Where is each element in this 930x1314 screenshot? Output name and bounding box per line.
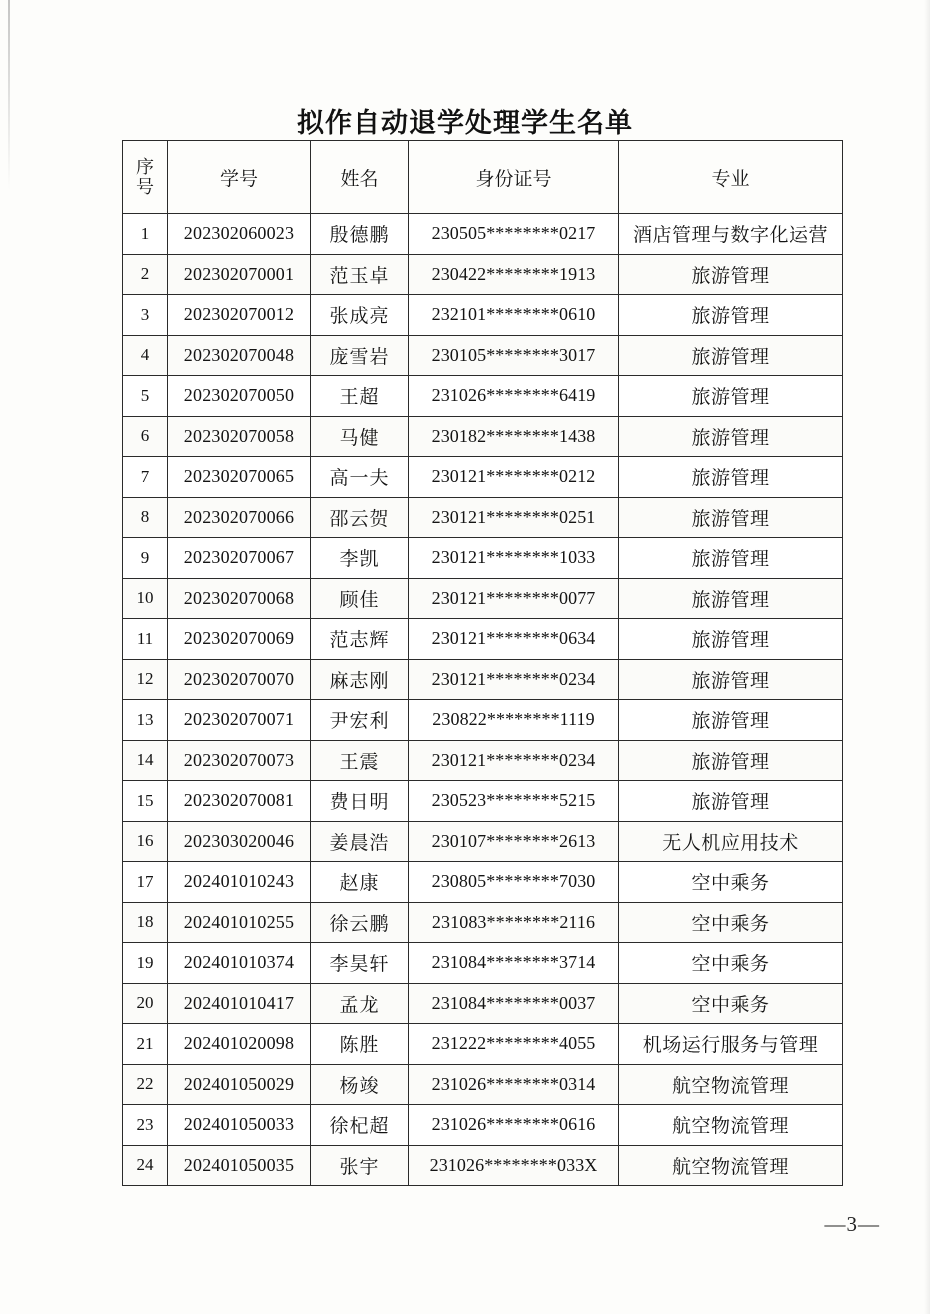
cell-seq: 14 bbox=[123, 740, 168, 781]
cell-seq: 5 bbox=[123, 376, 168, 417]
cell-name: 李昊轩 bbox=[311, 943, 409, 984]
cell-id-number: 231026********033X bbox=[409, 1145, 619, 1186]
table-row bbox=[123, 335, 843, 376]
cell-name: 马健 bbox=[311, 416, 409, 457]
cell-id-number: 231083********2116 bbox=[409, 902, 619, 943]
column-header-seq-line1: 序 bbox=[136, 156, 154, 177]
cell-seq: 16 bbox=[123, 821, 168, 862]
cell-student-id: 202302070050 bbox=[168, 376, 311, 417]
cell-id-number: 230422********1913 bbox=[409, 254, 619, 295]
table-row bbox=[123, 983, 843, 1024]
cell-id-number: 230107********2613 bbox=[409, 821, 619, 862]
cell-id-number: 230505********0217 bbox=[409, 214, 619, 255]
cell-student-id: 202302070067 bbox=[168, 538, 311, 579]
cell-id-number: 231026********0314 bbox=[409, 1064, 619, 1105]
cell-seq: 18 bbox=[123, 902, 168, 943]
cell-major: 旅游管理 bbox=[619, 457, 843, 498]
cell-seq: 23 bbox=[123, 1105, 168, 1146]
cell-student-id: 202302070068 bbox=[168, 578, 311, 619]
cell-student-id: 202302070058 bbox=[168, 416, 311, 457]
table-row bbox=[123, 254, 843, 295]
table-row bbox=[123, 619, 843, 660]
cell-student-id: 202302070081 bbox=[168, 781, 311, 822]
cell-name: 费日明 bbox=[311, 781, 409, 822]
cell-name: 顾佳 bbox=[311, 578, 409, 619]
table-row bbox=[123, 214, 843, 255]
cell-student-id: 202302070071 bbox=[168, 700, 311, 741]
cell-student-id: 202302070048 bbox=[168, 335, 311, 376]
table-row bbox=[123, 902, 843, 943]
cell-student-id: 202401010243 bbox=[168, 862, 311, 903]
cell-major: 旅游管理 bbox=[619, 659, 843, 700]
cell-major: 航空物流管理 bbox=[619, 1105, 843, 1146]
cell-major: 空中乘务 bbox=[619, 862, 843, 903]
cell-name: 麻志刚 bbox=[311, 659, 409, 700]
cell-name: 庞雪岩 bbox=[311, 335, 409, 376]
cell-id-number: 230121********0634 bbox=[409, 619, 619, 660]
table-row bbox=[123, 457, 843, 498]
cell-student-id: 202302070069 bbox=[168, 619, 311, 660]
cell-major: 旅游管理 bbox=[619, 578, 843, 619]
table-row bbox=[123, 1064, 843, 1105]
cell-student-id: 202302070012 bbox=[168, 295, 311, 336]
cell-id-number: 230182********1438 bbox=[409, 416, 619, 457]
cell-seq: 21 bbox=[123, 1024, 168, 1065]
cell-name: 赵康 bbox=[311, 862, 409, 903]
cell-student-id: 202401010374 bbox=[168, 943, 311, 984]
cell-major: 旅游管理 bbox=[619, 781, 843, 822]
cell-name: 徐云鹏 bbox=[311, 902, 409, 943]
table-row bbox=[123, 1145, 843, 1186]
cell-student-id: 202303020046 bbox=[168, 821, 311, 862]
cell-seq: 6 bbox=[123, 416, 168, 457]
cell-major: 无人机应用技术 bbox=[619, 821, 843, 862]
cell-name: 陈胜 bbox=[311, 1024, 409, 1065]
cell-major: 机场运行服务与管理 bbox=[619, 1024, 843, 1065]
table-row bbox=[123, 538, 843, 579]
column-header-student-id: 学号 bbox=[168, 141, 311, 214]
cell-name: 张成亮 bbox=[311, 295, 409, 336]
cell-major: 旅游管理 bbox=[619, 538, 843, 579]
cell-id-number: 230105********3017 bbox=[409, 335, 619, 376]
table-row bbox=[123, 1105, 843, 1146]
column-header-name: 姓名 bbox=[311, 141, 409, 214]
cell-seq: 9 bbox=[123, 538, 168, 579]
cell-name: 范志辉 bbox=[311, 619, 409, 660]
cell-name: 王震 bbox=[311, 740, 409, 781]
cell-student-id: 202302070066 bbox=[168, 497, 311, 538]
cell-seq: 3 bbox=[123, 295, 168, 336]
cell-id-number: 230523********5215 bbox=[409, 781, 619, 822]
cell-major: 空中乘务 bbox=[619, 902, 843, 943]
cell-id-number: 230121********0251 bbox=[409, 497, 619, 538]
cell-seq: 17 bbox=[123, 862, 168, 903]
cell-id-number: 231026********0616 bbox=[409, 1105, 619, 1146]
page-title: 拟作自动退学处理学生名单 bbox=[297, 108, 633, 138]
table-header bbox=[123, 141, 843, 214]
cell-seq: 15 bbox=[123, 781, 168, 822]
cell-id-number: 231026********6419 bbox=[409, 376, 619, 417]
cell-major: 旅游管理 bbox=[619, 254, 843, 295]
cell-seq: 12 bbox=[123, 659, 168, 700]
cell-major: 旅游管理 bbox=[619, 416, 843, 457]
cell-name: 李凯 bbox=[311, 538, 409, 579]
scan-edge-left bbox=[8, 0, 10, 190]
cell-student-id: 202401050029 bbox=[168, 1064, 311, 1105]
cell-name: 尹宏利 bbox=[311, 700, 409, 741]
cell-seq: 11 bbox=[123, 619, 168, 660]
cell-student-id: 202302070001 bbox=[168, 254, 311, 295]
cell-major: 旅游管理 bbox=[619, 700, 843, 741]
cell-name: 孟龙 bbox=[311, 983, 409, 1024]
cell-seq: 2 bbox=[123, 254, 168, 295]
cell-major: 旅游管理 bbox=[619, 497, 843, 538]
cell-student-id: 202302070070 bbox=[168, 659, 311, 700]
cell-name: 姜晨浩 bbox=[311, 821, 409, 862]
column-header-id-number: 身份证号 bbox=[409, 141, 619, 214]
table-row bbox=[123, 821, 843, 862]
table-row bbox=[123, 781, 843, 822]
cell-seq: 10 bbox=[123, 578, 168, 619]
cell-seq: 7 bbox=[123, 457, 168, 498]
cell-major: 酒店管理与数字化运营 bbox=[619, 214, 843, 255]
cell-student-id: 202401010255 bbox=[168, 902, 311, 943]
cell-id-number: 232101********0610 bbox=[409, 295, 619, 336]
cell-student-id: 202302070073 bbox=[168, 740, 311, 781]
cell-seq: 19 bbox=[123, 943, 168, 984]
cell-major: 旅游管理 bbox=[619, 740, 843, 781]
cell-name: 徐杞超 bbox=[311, 1105, 409, 1146]
cell-major: 旅游管理 bbox=[619, 335, 843, 376]
cell-name: 杨竣 bbox=[311, 1064, 409, 1105]
cell-major: 空中乘务 bbox=[619, 943, 843, 984]
cell-seq: 22 bbox=[123, 1064, 168, 1105]
cell-name: 张宇 bbox=[311, 1145, 409, 1186]
cell-name: 王超 bbox=[311, 376, 409, 417]
cell-major: 旅游管理 bbox=[619, 295, 843, 336]
cell-student-id: 202401050035 bbox=[168, 1145, 311, 1186]
table-row bbox=[123, 943, 843, 984]
cell-name: 高一夫 bbox=[311, 457, 409, 498]
table-row bbox=[123, 862, 843, 903]
table-row bbox=[123, 659, 843, 700]
table-row bbox=[123, 376, 843, 417]
cell-seq: 4 bbox=[123, 335, 168, 376]
column-header-seq bbox=[123, 141, 168, 214]
cell-name: 范玉卓 bbox=[311, 254, 409, 295]
cell-major: 航空物流管理 bbox=[619, 1145, 843, 1186]
cell-major: 航空物流管理 bbox=[619, 1064, 843, 1105]
cell-id-number: 231084********3714 bbox=[409, 943, 619, 984]
cell-id-number: 231222********4055 bbox=[409, 1024, 619, 1065]
table-row bbox=[123, 740, 843, 781]
cell-id-number: 230822********1119 bbox=[409, 700, 619, 741]
cell-student-id: 202401020098 bbox=[168, 1024, 311, 1065]
cell-name: 邵云贺 bbox=[311, 497, 409, 538]
table-row bbox=[123, 295, 843, 336]
cell-id-number: 230121********0077 bbox=[409, 578, 619, 619]
cell-seq: 13 bbox=[123, 700, 168, 741]
table-header-row bbox=[123, 141, 843, 214]
cell-student-id: 202302070065 bbox=[168, 457, 311, 498]
cell-seq: 1 bbox=[123, 214, 168, 255]
cell-student-id: 202401050033 bbox=[168, 1105, 311, 1146]
cell-student-id: 202302060023 bbox=[168, 214, 311, 255]
cell-major: 空中乘务 bbox=[619, 983, 843, 1024]
column-header-seq-line2: 号 bbox=[136, 177, 154, 197]
scan-edge-right bbox=[924, 0, 930, 1314]
column-header-major: 专业 bbox=[619, 141, 843, 214]
cell-id-number: 230121********0234 bbox=[409, 740, 619, 781]
student-roster-table bbox=[122, 140, 843, 1186]
cell-id-number: 230121********0212 bbox=[409, 457, 619, 498]
table-row bbox=[123, 1024, 843, 1065]
cell-major: 旅游管理 bbox=[619, 619, 843, 660]
cell-id-number: 230121********0234 bbox=[409, 659, 619, 700]
cell-id-number: 230805********7030 bbox=[409, 862, 619, 903]
cell-seq: 24 bbox=[123, 1145, 168, 1186]
table-row bbox=[123, 700, 843, 741]
cell-student-id: 202401010417 bbox=[168, 983, 311, 1024]
cell-seq: 20 bbox=[123, 983, 168, 1024]
table-row bbox=[123, 578, 843, 619]
page-number: —3— bbox=[824, 1212, 880, 1236]
cell-seq: 8 bbox=[123, 497, 168, 538]
cell-name: 殷德鹏 bbox=[311, 214, 409, 255]
cell-id-number: 230121********1033 bbox=[409, 538, 619, 579]
table-row bbox=[123, 416, 843, 457]
table-body bbox=[123, 214, 843, 1186]
cell-major: 旅游管理 bbox=[619, 376, 843, 417]
table-row bbox=[123, 497, 843, 538]
cell-id-number: 231084********0037 bbox=[409, 983, 619, 1024]
